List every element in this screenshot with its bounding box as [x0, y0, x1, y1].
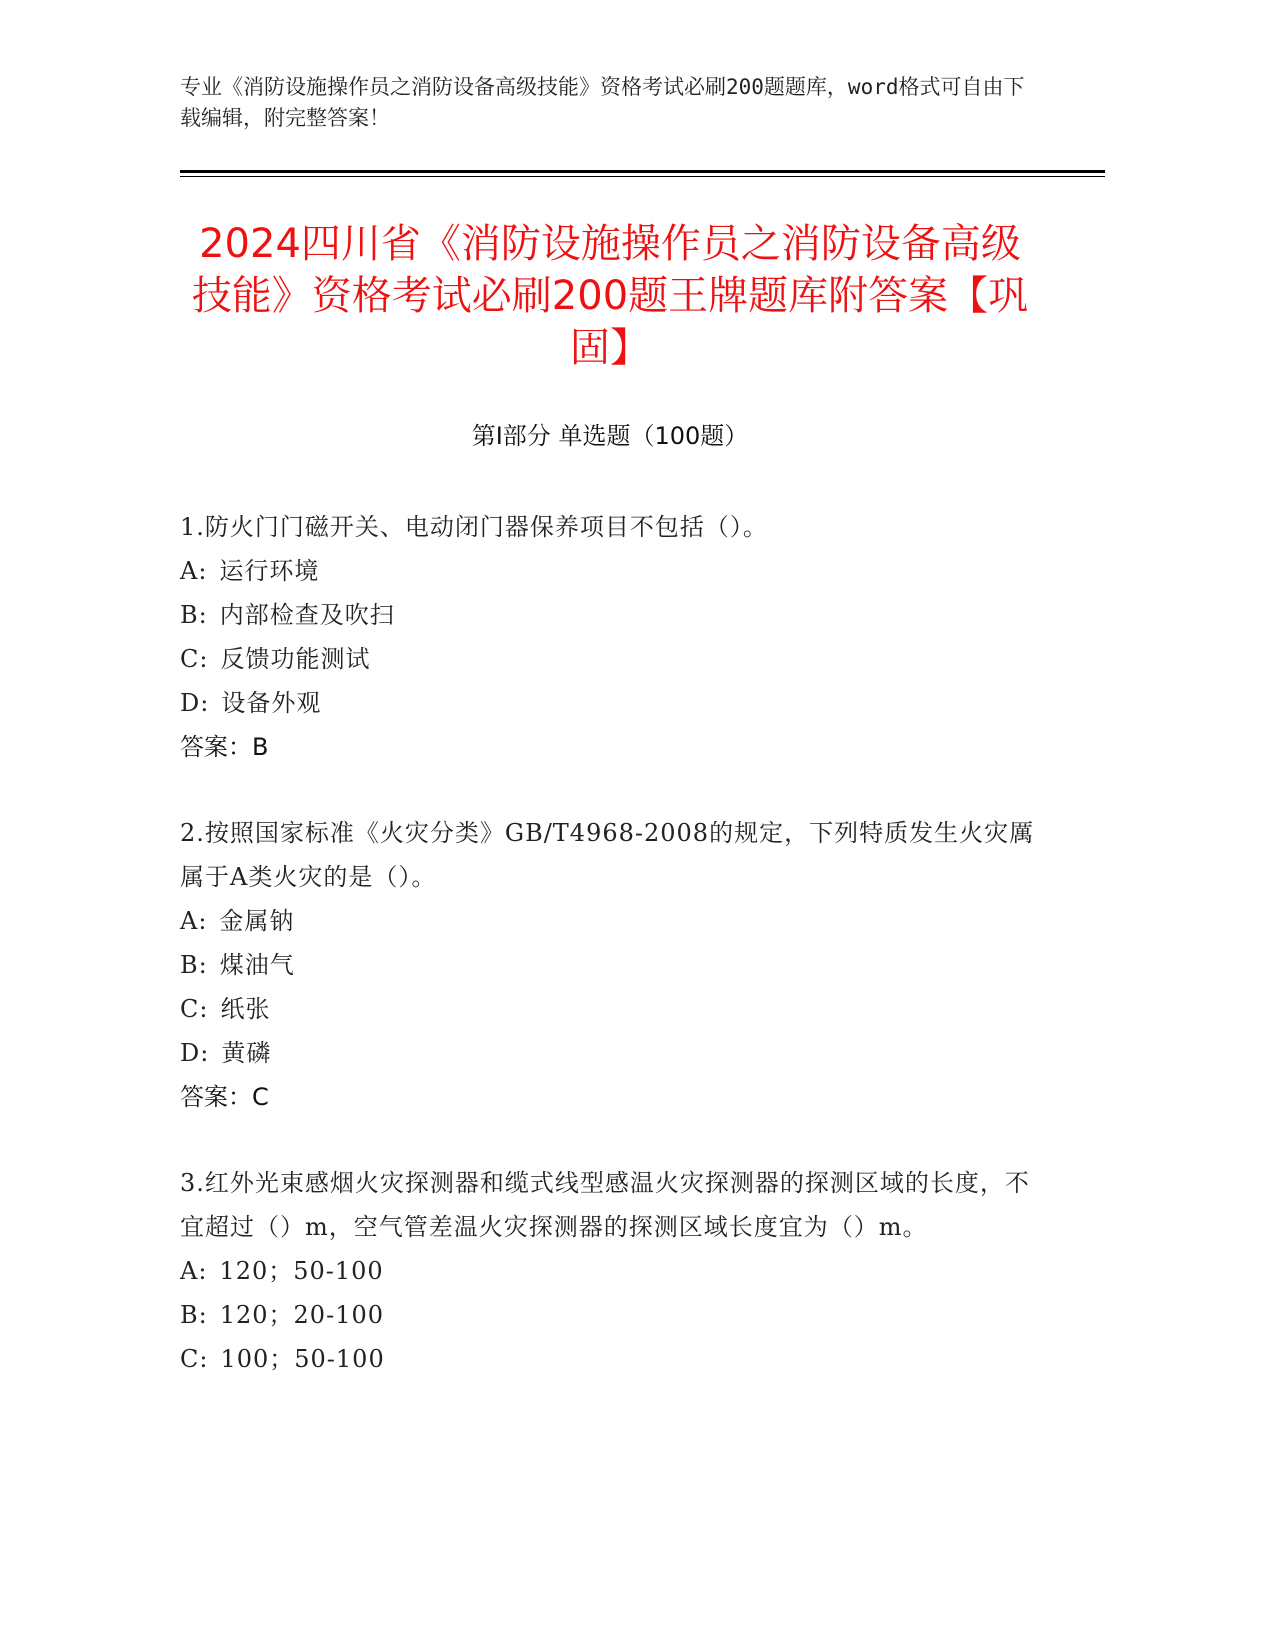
question-item: [180, 811, 1040, 1119]
answer-option: [180, 1249, 1040, 1293]
option-label: B:: [180, 601, 208, 629]
option-label: A:: [180, 1257, 208, 1285]
option-text: 设备外观: [221, 689, 322, 717]
option-label: B:: [180, 1301, 208, 1329]
question-list: [180, 505, 1040, 1423]
answer-option: [180, 549, 1040, 593]
question-stem: 2.按照国家标准《火灾分类》GB/T4968-2008的规定，下列特质发生火灾厲属于A类火灾的是（）。: [180, 819, 1035, 891]
option-label: A:: [180, 557, 208, 585]
answer-option: [180, 1293, 1040, 1337]
option-text: 100；50-100: [220, 1345, 385, 1373]
option-label: B:: [180, 951, 208, 979]
section-heading: 第I部分 单选题（100题）: [471, 422, 749, 450]
question-item: [180, 505, 1040, 769]
option-label: C:: [180, 995, 209, 1023]
option-label: C:: [180, 1345, 209, 1373]
option-text: 黄磷: [221, 1039, 272, 1067]
header-divider-thin: [180, 176, 1105, 177]
answer-option: [180, 1031, 1040, 1075]
option-label: D:: [180, 1039, 210, 1067]
answer-option: [180, 1337, 1040, 1381]
option-text: 内部检查及吹扫: [219, 601, 395, 629]
option-text: 运行环境: [219, 557, 320, 585]
answer-option: [180, 943, 1040, 987]
option-text: 反馈功能测试: [220, 645, 371, 673]
answer-key: 答案：B: [180, 733, 269, 761]
question-stem: 3.红外光束感烟火灾探测器和缆式线型感温火灾探测器的探测区域的长度，不宜超过（）m，空气管差温火灾探测器的探测区域长度宜为（）m。: [180, 1169, 1030, 1241]
option-text: 煤油气: [219, 951, 295, 979]
header-note: 专业《消防设施操作员之消防设备高级技能》资格考试必刷200题题库，word格式可自由下载编辑，附完整答案！: [180, 75, 1025, 130]
question-stem: 1.防火门门磁开关、电动闭门器保养项目不包括（）。: [180, 513, 768, 541]
answer-option: [180, 987, 1040, 1031]
option-label: C:: [180, 645, 209, 673]
document-title: 2024四川省《消防设施操作员之消防设备高级技能》资格考试必刷200题王牌题库附答案【巩固】: [191, 221, 1029, 371]
answer-option: [180, 637, 1040, 681]
option-label: D:: [180, 689, 210, 717]
option-label: A:: [180, 907, 208, 935]
question-item: [180, 1161, 1040, 1381]
option-text: 纸张: [220, 995, 271, 1023]
option-text: 120；50-100: [219, 1257, 384, 1285]
answer-option: [180, 681, 1040, 725]
answer-option: [180, 593, 1040, 637]
answer-option: [180, 899, 1040, 943]
option-text: 金属钠: [219, 907, 295, 935]
answer-key: 答案：C: [180, 1083, 269, 1111]
option-text: 120；20-100: [219, 1301, 384, 1329]
header-divider-thick: [180, 170, 1105, 173]
